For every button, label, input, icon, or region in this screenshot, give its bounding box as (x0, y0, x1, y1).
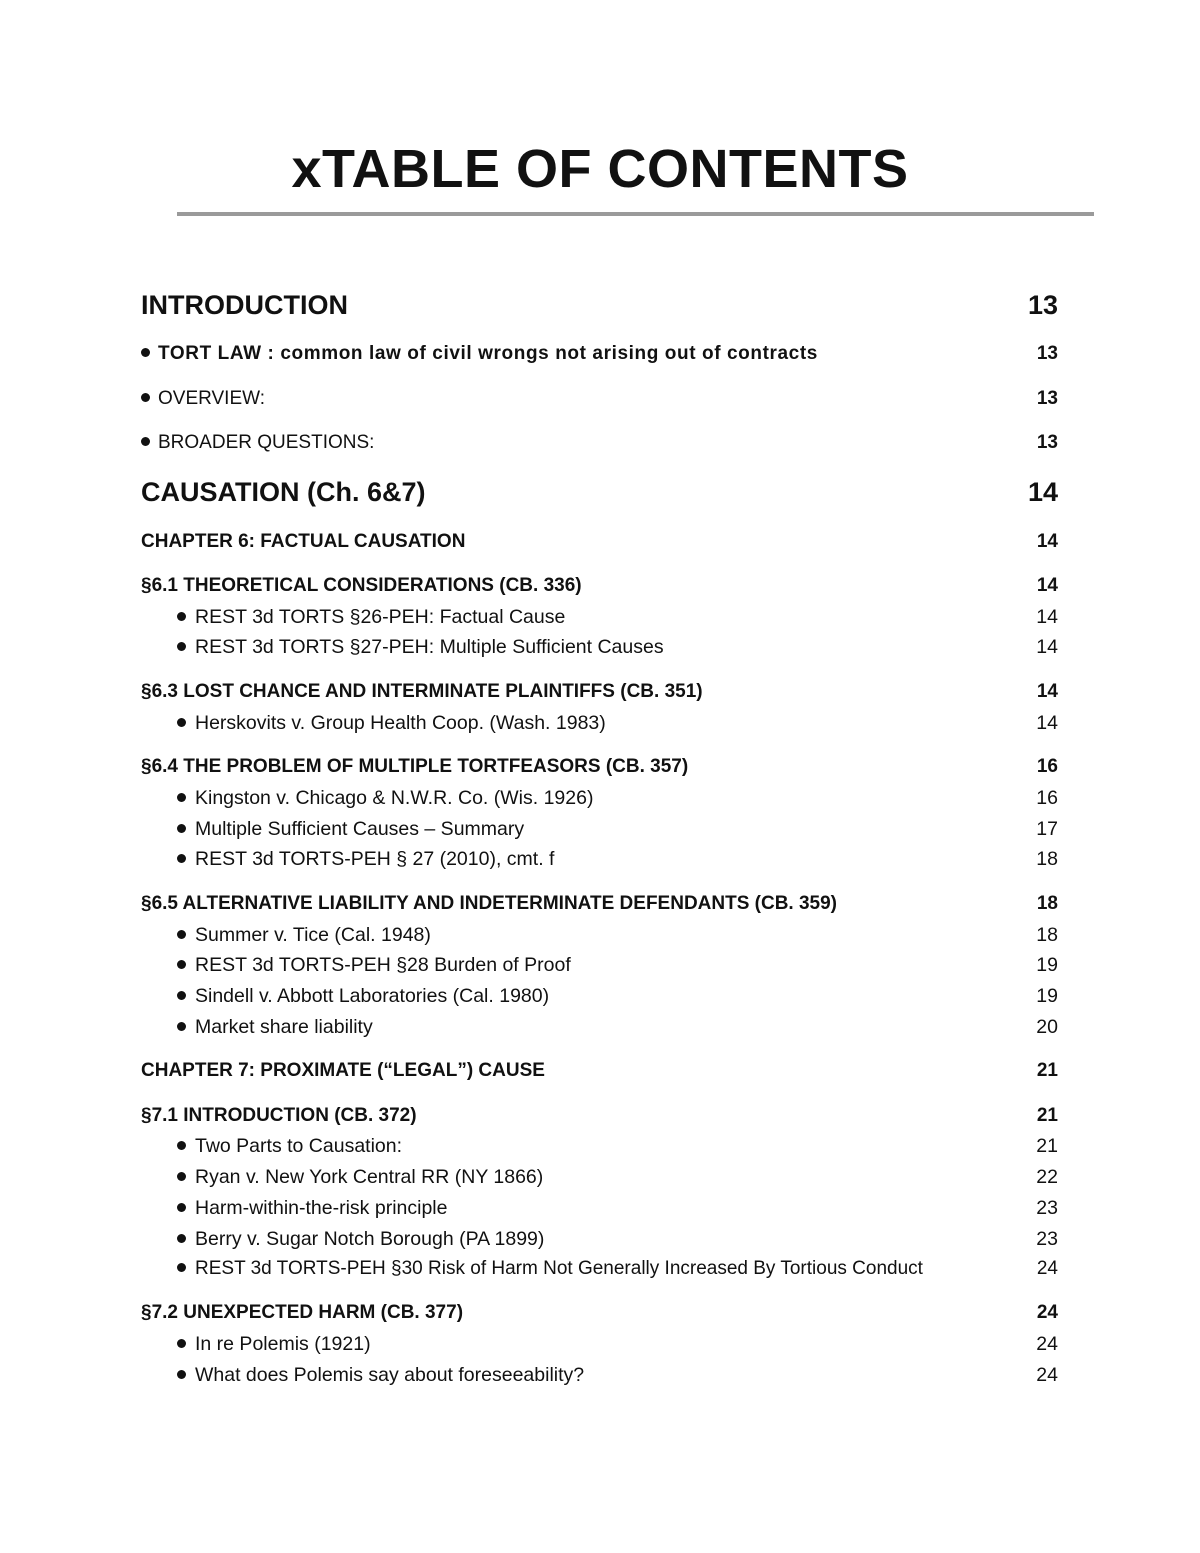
bullet-icon (177, 991, 186, 1000)
toc-entry-label: What does Polemis say about foreseeability? (195, 1364, 585, 1386)
toc-entry-rest-30[interactable] (177, 1258, 1058, 1280)
toc-page-number: 13 (1036, 388, 1058, 409)
toc-page-number: 24 (1036, 1302, 1058, 1323)
toc-entry-label: REST 3d TORTS-PEH § 27 (2010), cmt. f (195, 848, 555, 870)
toc-entry-label: Ryan v. New York Central RR (NY 1866) (195, 1166, 544, 1188)
toc-entry-overview[interactable] (141, 388, 1058, 410)
toc-entry-rest-27-cmt-f[interactable] (177, 848, 1058, 871)
toc-entry-market-share-liability[interactable] (177, 1016, 1058, 1039)
toc-entry-label: REST 3d TORTS-PEH §30 Risk of Harm Not Generally Increased By Tortious Conduct (195, 1258, 923, 1279)
toc-entry-label: §6.1 THEORETICAL CONSIDERATIONS (CB. 336) (141, 575, 582, 596)
toc-entry-label: CAUSATION (Ch. 6&7) (141, 477, 426, 507)
toc-entry-two-parts[interactable] (177, 1135, 1058, 1158)
toc-entry-label: Multiple Sufficient Causes – Summary (195, 818, 525, 840)
toc-entry-label: OVERVIEW: (158, 388, 265, 409)
toc-entry-ryan[interactable] (177, 1166, 1058, 1189)
toc-entry-label: Herskovits v. Group Health Coop. (Wash. 1983) (195, 712, 606, 734)
toc-entry-rest-28[interactable] (177, 954, 1058, 977)
toc-page-number: 18 (1036, 924, 1058, 946)
toc-page-number: 14 (1036, 606, 1058, 628)
bullet-icon (177, 1339, 186, 1348)
toc-entry-label: §6.3 LOST CHANCE AND INTERMINATE PLAINTIFFS (CB. 351) (141, 681, 703, 702)
toc-page-number: 14 (1036, 531, 1058, 552)
bullet-icon (177, 793, 186, 802)
bullet-icon (177, 718, 186, 727)
toc-page-number: 21 (1036, 1105, 1058, 1126)
toc-page-number: 24 (1036, 1333, 1058, 1355)
bullet-icon (177, 960, 186, 969)
toc-entry-label: Sindell v. Abbott Laboratories (Cal. 1980) (195, 985, 550, 1007)
toc-page-number: 16 (1036, 787, 1058, 809)
toc-entry-harm-within-risk[interactable] (177, 1197, 1058, 1220)
bullet-icon (177, 824, 186, 833)
toc-page-number: 14 (1036, 712, 1058, 734)
toc-entry-multiple-sufficient-causes[interactable] (177, 818, 1058, 841)
bullet-icon (177, 1172, 186, 1181)
toc-page-number: 22 (1036, 1166, 1058, 1188)
toc-entry-label: Harm-within-the-risk principle (195, 1197, 448, 1219)
toc-page-number: 14 (1036, 636, 1058, 658)
toc-entry-chapter-6[interactable] (141, 531, 1058, 553)
toc-page-number: 21 (1036, 1060, 1058, 1081)
toc-page-number: 16 (1036, 756, 1058, 777)
toc-entry-polemis[interactable] (177, 1333, 1058, 1356)
toc-entry-label: Two Parts to Causation: (195, 1135, 403, 1157)
toc-entry-berry[interactable] (177, 1228, 1058, 1251)
bullet-icon (177, 930, 186, 939)
toc-entry-section-6-1[interactable] (141, 575, 1058, 597)
toc-entry-section-6-4[interactable] (141, 756, 1058, 778)
toc-entry-sindell[interactable] (177, 985, 1058, 1008)
bullet-icon (177, 854, 186, 863)
toc-entry-causation[interactable] (141, 477, 1058, 508)
toc-entry-chapter-7[interactable] (141, 1060, 1058, 1082)
toc-entry-tort-law[interactable] (141, 343, 1058, 365)
toc-entry-label: §7.1 INTRODUCTION (CB. 372) (141, 1105, 417, 1126)
toc-entry-section-7-1[interactable] (141, 1105, 1058, 1127)
bullet-icon (141, 437, 150, 446)
toc-page-number: 23 (1036, 1228, 1058, 1250)
toc-page-number: 14 (1036, 575, 1058, 596)
toc-page-number: 13 (1036, 432, 1058, 453)
toc-entry-label: Market share liability (195, 1016, 373, 1038)
toc-entry-rest-27[interactable] (177, 636, 1058, 659)
toc-page-number: 20 (1036, 1016, 1058, 1038)
toc-page-number: 14 (1027, 477, 1058, 507)
bullet-icon (141, 348, 150, 357)
toc-page-number: 19 (1036, 985, 1058, 1007)
toc-page-number: 23 (1036, 1197, 1058, 1219)
bullet-icon (177, 642, 186, 651)
toc-entry-label: BROADER QUESTIONS: (158, 432, 375, 453)
bullet-icon (177, 1022, 186, 1031)
toc-entry-section-6-5[interactable] (141, 893, 1058, 915)
toc-page-number: 18 (1036, 893, 1058, 914)
toc-entry-label: In re Polemis (1921) (195, 1333, 371, 1355)
toc-entry-introduction[interactable] (141, 290, 1058, 321)
toc-entry-section-7-2[interactable] (141, 1302, 1058, 1324)
toc-page-number: 13 (1036, 343, 1058, 364)
toc-entry-label: TORT LAW : common law of civil wrongs not arising out of contracts (158, 343, 818, 364)
toc-entry-label: REST 3d TORTS §26-PEH: Factual Cause (195, 606, 566, 628)
toc-entry-label: Berry v. Sugar Notch Borough (PA 1899) (195, 1228, 545, 1250)
toc-page-number: 24 (1036, 1258, 1058, 1279)
toc-entry-kingston[interactable] (177, 787, 1058, 810)
toc-entry-rest-26[interactable] (177, 606, 1058, 629)
toc-page-number: 21 (1036, 1135, 1058, 1157)
toc-entry-summer-v-tice[interactable] (177, 924, 1058, 947)
toc-entry-herskovits[interactable] (177, 712, 1058, 735)
bullet-icon (177, 1203, 186, 1212)
toc-entry-polemis-foreseeability[interactable] (177, 1364, 1058, 1387)
toc-entry-label: CHAPTER 7: PROXIMATE (“LEGAL”) CAUSE (141, 1060, 545, 1081)
toc-entry-label: REST 3d TORTS §27-PEH: Multiple Sufficient Causes (195, 636, 664, 658)
toc-page-number: 24 (1036, 1364, 1058, 1386)
document-title: xTABLE OF CONTENTS (291, 139, 909, 199)
bullet-icon (177, 1370, 186, 1379)
toc-entry-label: CHAPTER 6: FACTUAL CAUSATION (141, 531, 466, 552)
toc-entry-label: Kingston v. Chicago & N.W.R. Co. (Wis. 1926) (195, 787, 594, 809)
bullet-icon (177, 1234, 186, 1243)
toc-page-number: 14 (1036, 681, 1058, 702)
bullet-icon (177, 612, 186, 621)
toc-page-number: 13 (1027, 290, 1058, 320)
toc-page-number: 17 (1036, 818, 1058, 840)
bullet-icon (177, 1141, 186, 1150)
toc-entry-label: REST 3d TORTS-PEH §28 Burden of Proof (195, 954, 571, 976)
toc-entry-label: INTRODUCTION (141, 290, 348, 320)
toc-entry-broader-questions[interactable] (141, 432, 1058, 454)
toc-entry-label: §6.4 THE PROBLEM OF MULTIPLE TORTFEASORS (CB. 357) (141, 756, 689, 777)
toc-entry-label: §6.5 ALTERNATIVE LIABILITY AND INDETERMINATE DEFENDANTS (CB. 359) (141, 893, 838, 914)
toc-entry-label: §7.2 UNEXPECTED HARM (CB. 377) (141, 1302, 464, 1323)
toc-page-number: 18 (1036, 848, 1058, 870)
bullet-icon (141, 393, 150, 402)
toc-page-number: 19 (1036, 954, 1058, 976)
toc-entry-section-6-3[interactable] (141, 681, 1058, 703)
bullet-icon (177, 1263, 186, 1272)
toc-entry-label: Summer v. Tice (Cal. 1948) (195, 924, 431, 946)
